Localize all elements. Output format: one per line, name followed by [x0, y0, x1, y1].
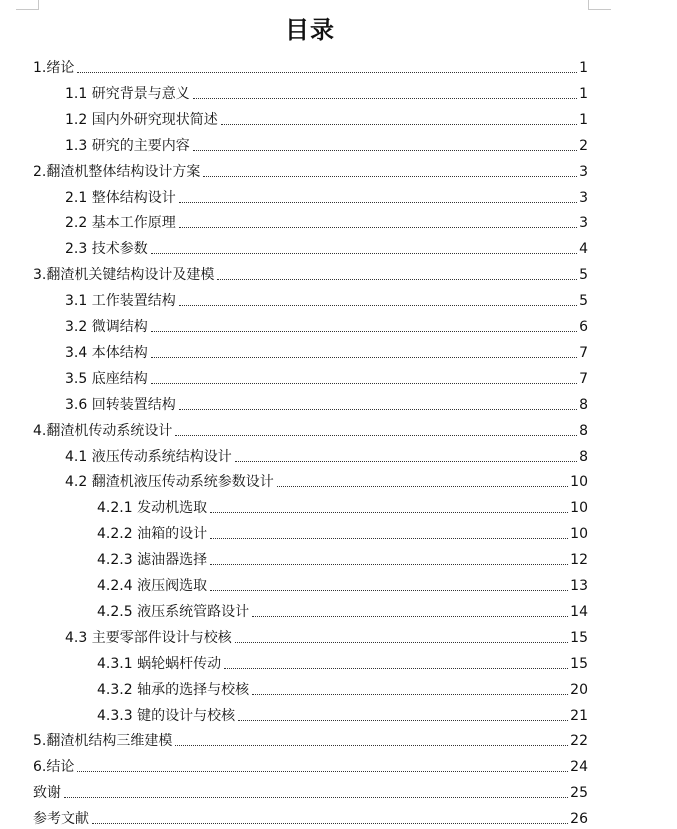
toc-entry-title: 4.1 液压传动系统结构设计: [65, 449, 232, 465]
page-corner-mark-right: [588, 0, 611, 10]
toc-page-number: 3: [579, 190, 588, 206]
toc-dot-leader: [77, 770, 568, 772]
toc-dot-leader: [151, 252, 577, 254]
toc-entry[interactable]: [65, 185, 588, 207]
toc-dot-leader: [179, 226, 577, 228]
toc-page-number: 13: [570, 578, 588, 594]
toc-dot-leader: [151, 330, 577, 332]
toc-entry[interactable]: [65, 392, 588, 414]
toc-entry[interactable]: [65, 314, 588, 336]
toc-entry[interactable]: [33, 728, 588, 750]
toc-entry[interactable]: [97, 547, 588, 569]
toc-page-number: 26: [570, 811, 588, 827]
toc-entry-title: 3.4 本体结构: [65, 345, 148, 361]
toc-page-number: 7: [579, 345, 588, 361]
toc-page-number: 10: [570, 500, 588, 516]
toc-entry-title: 2.翻渣机整体结构设计方案: [33, 164, 201, 180]
toc-page-number: 22: [570, 733, 588, 749]
toc-entry-title: 3.2 微调结构: [65, 319, 148, 335]
toc-dot-leader: [252, 693, 568, 695]
toc-entry[interactable]: [97, 599, 588, 621]
toc-entry-title: 2.2 基本工作原理: [65, 215, 176, 231]
toc-page-number: 10: [570, 474, 588, 490]
toc-entry-title: 4.2.2 油箱的设计: [97, 526, 208, 542]
toc-page-number: 6: [579, 319, 588, 335]
toc-entry[interactable]: [65, 236, 588, 258]
toc-entry-title: 1.2 国内外研究现状简述: [65, 112, 218, 128]
toc-entry-title: 5.翻渣机结构三维建模: [33, 733, 173, 749]
toc-entry[interactable]: [65, 444, 588, 466]
toc-entry[interactable]: [97, 677, 588, 699]
toc-entry[interactable]: [65, 340, 588, 362]
toc-page-number: 8: [579, 423, 588, 439]
toc-entry-title: 参考文献: [33, 811, 89, 827]
toc-entry[interactable]: [33, 780, 588, 802]
toc-page-number: 1: [579, 60, 588, 76]
toc-page-number: 20: [570, 682, 588, 698]
toc-page-number: 21: [570, 708, 588, 724]
toc-entry[interactable]: [65, 107, 588, 129]
toc-entry-title: 4.翻渣机传动系统设计: [33, 423, 173, 439]
toc-dot-leader: [210, 563, 568, 565]
toc-page-number: 15: [570, 630, 588, 646]
toc-dot-leader: [193, 97, 577, 99]
toc-dot-leader: [175, 434, 577, 436]
toc-dot-leader: [224, 667, 568, 669]
toc-dot-leader: [210, 537, 568, 539]
toc-dot-leader: [210, 589, 568, 591]
toc-page-number: 12: [570, 552, 588, 568]
toc-dot-leader: [252, 615, 568, 617]
toc-page-number: 2: [579, 138, 588, 154]
toc-entry-title: 4.3.2 轴承的选择与校核: [97, 682, 250, 698]
toc-entry-title: 4.3.3 键的设计与校核: [97, 708, 236, 724]
toc-entry-title: 1.3 研究的主要内容: [65, 138, 190, 154]
toc-entry[interactable]: [97, 521, 588, 543]
toc-entry[interactable]: [65, 133, 588, 155]
toc-page-number: 1: [579, 86, 588, 102]
toc-entry-title: 致谢: [33, 785, 61, 801]
toc-dot-leader: [179, 201, 577, 203]
toc-entry-title: 2.3 技术参数: [65, 241, 148, 257]
toc-dot-leader: [235, 641, 568, 643]
toc-entry-title: 4.3.1 蜗轮蜗杆传动: [97, 656, 222, 672]
page-corner-mark-left: [16, 0, 39, 10]
toc-entry-title: 4.3 主要零部件设计与校核: [65, 630, 232, 646]
toc-dot-leader: [77, 71, 577, 73]
toc-dot-leader: [193, 149, 577, 151]
toc-entry[interactable]: [97, 651, 588, 673]
toc-page-number: 15: [570, 656, 588, 672]
toc-dot-leader: [235, 460, 577, 462]
toc-page-number: 3: [579, 164, 588, 180]
toc-dot-leader: [179, 304, 577, 306]
toc-entry-title: 4.2.4 液压阀选取: [97, 578, 208, 594]
toc-page-number: 4: [579, 241, 588, 257]
toc-entry[interactable]: [65, 625, 588, 647]
toc-dot-leader: [210, 511, 568, 513]
toc-entry-title: 3.1 工作装置结构: [65, 293, 176, 309]
toc-page-number: 1: [579, 112, 588, 128]
toc-dot-leader: [151, 356, 577, 358]
toc-entry[interactable]: [65, 288, 588, 310]
toc-entry-title: 4.2 翻渣机液压传动系统参数设计: [65, 474, 274, 490]
toc-dot-leader: [179, 408, 577, 410]
toc-entry[interactable]: [65, 210, 588, 232]
toc-entry[interactable]: [33, 754, 588, 776]
toc-entry[interactable]: [65, 366, 588, 388]
toc-entry[interactable]: [33, 262, 588, 284]
toc-dot-leader: [92, 822, 568, 824]
toc-entry[interactable]: [33, 55, 588, 77]
toc-page-number: 10: [570, 526, 588, 542]
toc-page-number: 24: [570, 759, 588, 775]
toc-dot-leader: [277, 485, 568, 487]
toc-page-number: 14: [570, 604, 588, 620]
toc-page-number: 8: [579, 449, 588, 465]
toc-dot-leader: [175, 744, 568, 746]
toc-entry-title: 6.结论: [33, 759, 75, 775]
toc-page-number: 3: [579, 215, 588, 231]
toc-entry-title: 1.1 研究背景与意义: [65, 86, 190, 102]
toc-page-number: 7: [579, 371, 588, 387]
toc-dot-leader: [203, 175, 577, 177]
toc-entry-title: 3.6 回转装置结构: [65, 397, 176, 413]
toc-entry[interactable]: [33, 806, 588, 828]
toc-title: 目录: [285, 16, 335, 44]
toc-dot-leader: [221, 123, 577, 125]
toc-entry-title: 2.1 整体结构设计: [65, 190, 176, 206]
toc-entry-title: 4.2.3 滤油器选择: [97, 552, 208, 568]
toc-entry[interactable]: [65, 81, 588, 103]
toc-entry[interactable]: [65, 469, 588, 491]
toc-entry[interactable]: [33, 159, 588, 181]
toc-entry-title: 3.翻渣机关键结构设计及建模: [33, 267, 215, 283]
toc-entry[interactable]: [97, 703, 588, 725]
toc-page-number: 8: [579, 397, 588, 413]
toc-dot-leader: [238, 719, 568, 721]
toc-entry[interactable]: [97, 495, 588, 517]
toc-entry-title: 3.5 底座结构: [65, 371, 148, 387]
toc-dot-leader: [151, 382, 577, 384]
toc-dot-leader: [217, 278, 577, 280]
toc-entry[interactable]: [33, 418, 588, 440]
toc-page-number: 25: [570, 785, 588, 801]
toc-entry-title: 1.绪论: [33, 60, 75, 76]
toc-entry-title: 4.2.1 发动机选取: [97, 500, 208, 516]
toc-entry[interactable]: [97, 573, 588, 595]
toc-entry-title: 4.2.5 液压系统管路设计: [97, 604, 250, 620]
toc-page-number: 5: [579, 293, 588, 309]
toc-dot-leader: [64, 796, 568, 798]
toc-page-number: 5: [579, 267, 588, 283]
